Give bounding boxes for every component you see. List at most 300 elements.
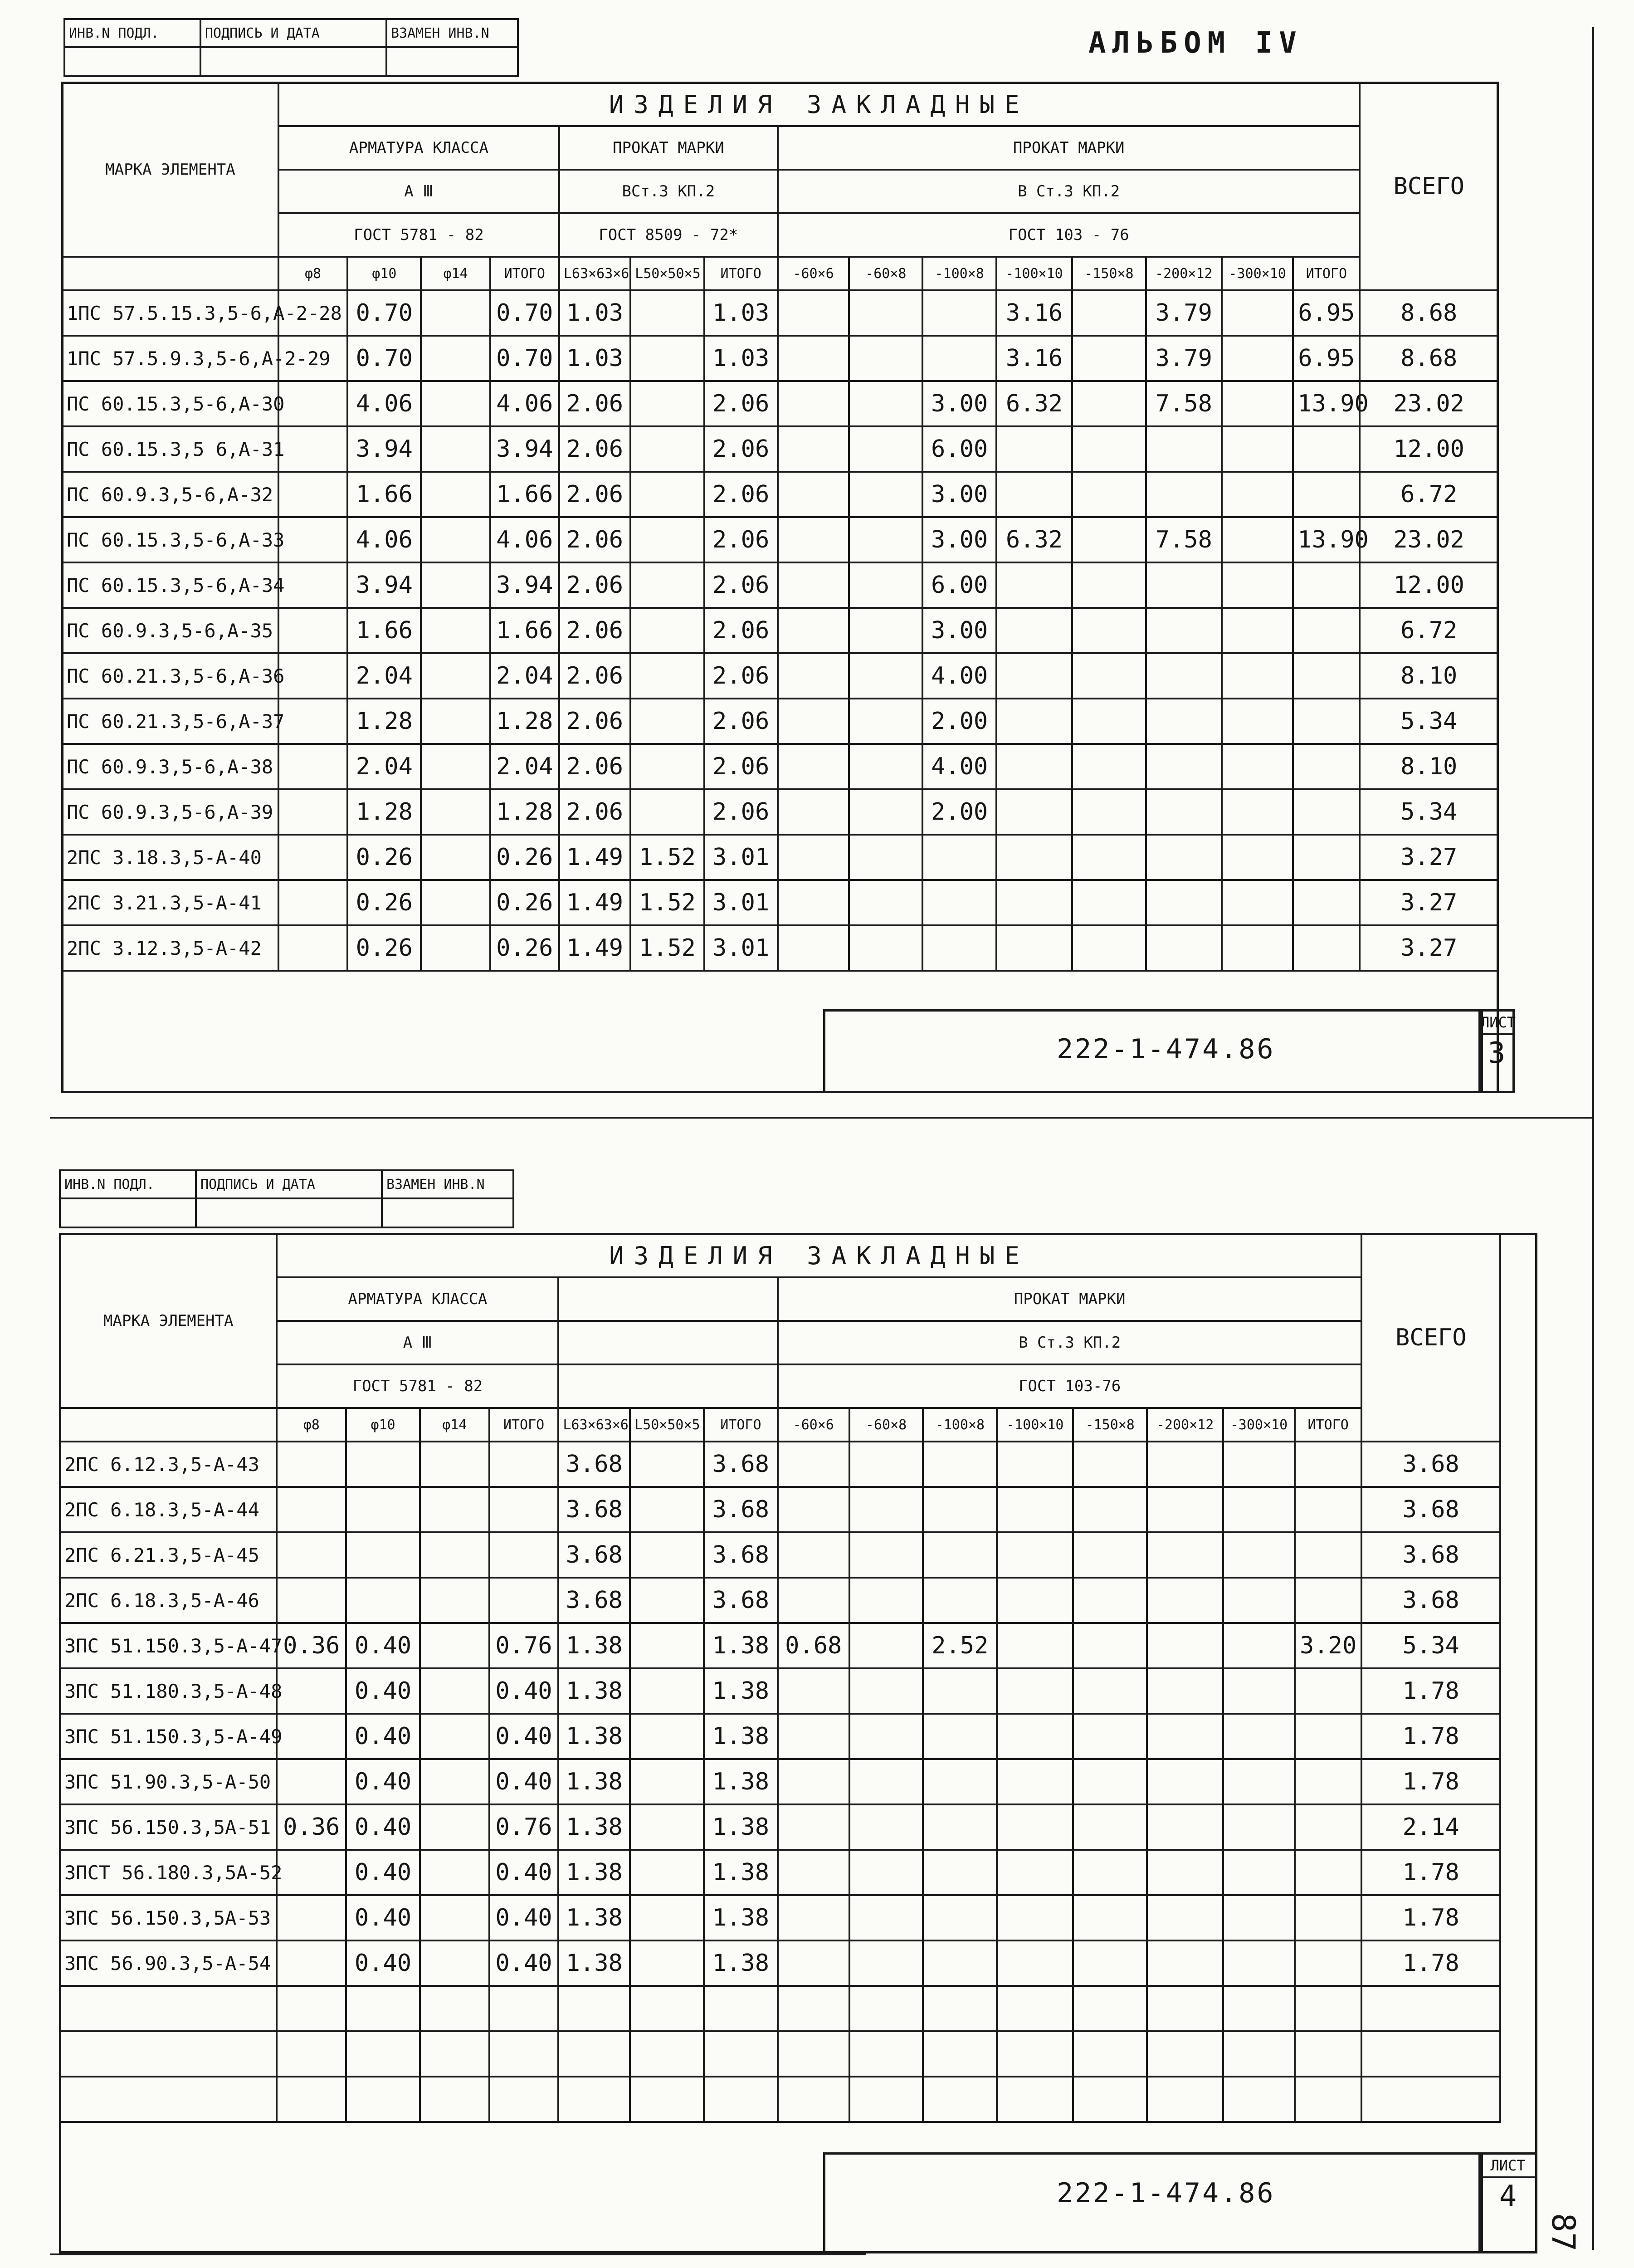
row-value: [420, 2031, 489, 2077]
table-row: [60, 1714, 1500, 1759]
row-value: [1293, 653, 1360, 699]
row-value: [1222, 290, 1293, 336]
row-value: [630, 2031, 704, 2077]
doc-code-2: 222-1-474.86: [1057, 2177, 1275, 2209]
row-value: [778, 1714, 849, 1759]
row-value: [778, 381, 849, 426]
row-value: [849, 1442, 923, 1487]
row-total: 23.02: [1360, 381, 1498, 426]
row-value: [1223, 1986, 1295, 2031]
row-value: 1.66: [347, 608, 421, 653]
row-value: 0.40: [489, 1941, 559, 1986]
row-value: 2.06: [559, 426, 630, 472]
row-value: [1295, 1895, 1362, 1941]
row-value: [1223, 2077, 1295, 2122]
row-value: 2.06: [704, 608, 778, 653]
table-row: [62, 608, 1498, 653]
row-value: [922, 925, 996, 971]
row-value: [630, 1986, 704, 2031]
table-row: [62, 381, 1498, 426]
row-value: 2.00: [922, 789, 996, 835]
row-total: 1.78: [1361, 1668, 1500, 1714]
row-total: 3.68: [1361, 1442, 1500, 1487]
row-value: [849, 1895, 923, 1941]
row-value: [923, 1487, 997, 1532]
row-value: [421, 880, 490, 925]
row-mark: ПС 60.15.3,5-6,А-30: [62, 381, 278, 426]
row-value: 3.79: [1146, 336, 1222, 381]
col-label: φ14: [421, 257, 490, 290]
row-total: 5.34: [1360, 699, 1498, 744]
row-value: [1293, 835, 1360, 880]
row-value: 3.94: [490, 562, 559, 608]
row-value: [1295, 1487, 1362, 1532]
row-value: [558, 1986, 630, 2031]
row-value: 2.06: [704, 653, 778, 699]
row-value: 1.03: [704, 290, 778, 336]
row-value: 2.06: [559, 517, 630, 562]
row-value: [278, 880, 347, 925]
col-label: L63×63×6: [559, 257, 630, 290]
row-value: [1293, 426, 1360, 472]
row-value: [420, 1850, 489, 1895]
row-mark: ПС 60.15.3,5-6,А-34: [62, 562, 278, 608]
row-value: [923, 1442, 997, 1487]
row-value: [278, 699, 347, 744]
row-value: 1.38: [558, 1941, 630, 1986]
row-value: 1.28: [347, 789, 421, 835]
row-value: 0.40: [346, 1804, 420, 1850]
row-value: [1222, 744, 1293, 789]
row-value: [997, 2031, 1073, 2077]
row-value: [1295, 1532, 1362, 1578]
row-value: [277, 1714, 346, 1759]
row-value: [778, 744, 849, 789]
row-value: 2.06: [559, 789, 630, 835]
row-value: [923, 1850, 997, 1895]
row-value: 1.52: [630, 880, 704, 925]
row-total: 23.02: [1360, 517, 1498, 562]
col-label: φ10: [346, 1408, 420, 1442]
table-row: [62, 517, 1498, 562]
row-value: [1072, 744, 1146, 789]
row-mark: ПС 60.9.3,5-6,А-39: [62, 789, 278, 835]
row-value: [996, 925, 1072, 971]
row-value: [489, 1532, 559, 1578]
row-value: [996, 835, 1072, 880]
row-value: [277, 1759, 346, 1804]
row-value: 6.95: [1293, 290, 1360, 336]
row-value: [421, 653, 490, 699]
row-value: 13.90: [1293, 517, 1360, 562]
row-value: 1.66: [347, 472, 421, 517]
row-value: [277, 1895, 346, 1941]
row-value: 1.38: [704, 1623, 778, 1668]
row-value: [1147, 1895, 1223, 1941]
row-value: 1.38: [704, 1850, 778, 1895]
row-value: 2.06: [559, 472, 630, 517]
row-value: 1.38: [704, 1804, 778, 1850]
row-value: [630, 426, 704, 472]
row-value: 7.58: [1146, 517, 1222, 562]
row-value: [1146, 880, 1222, 925]
sheet-number: 4: [1499, 2180, 1517, 2213]
row-value: 2.00: [922, 699, 996, 744]
row-value: 0.36: [277, 1623, 346, 1668]
row-value: [849, 1578, 923, 1623]
col-label: -300×10: [1223, 1408, 1295, 1442]
row-value: [1222, 699, 1293, 744]
row-value: [778, 1487, 849, 1532]
table-row: [60, 1532, 1500, 1578]
row-value: [278, 608, 347, 653]
row-value: [778, 1532, 849, 1578]
row-value: [1073, 1714, 1147, 1759]
group1-grade: A Ⅲ: [278, 170, 559, 213]
row-value: [1223, 1578, 1295, 1623]
row-value: [923, 1714, 997, 1759]
table-row: [62, 835, 1498, 880]
row-value: [849, 517, 922, 562]
row-value: 1.52: [630, 925, 704, 971]
row-value: [849, 1623, 923, 1668]
row-value: [778, 1804, 849, 1850]
row-value: [421, 789, 490, 835]
row-value: [1222, 880, 1293, 925]
row-value: [1293, 925, 1360, 971]
row-value: [1223, 1442, 1295, 1487]
row-value: [278, 925, 347, 971]
row-total: [1361, 1986, 1500, 2031]
row-value: 2.06: [704, 426, 778, 472]
row-value: 0.26: [490, 880, 559, 925]
row-value: 0.70: [347, 336, 421, 381]
col-label: L63×63×6: [558, 1408, 630, 1442]
table-row: [60, 1487, 1500, 1532]
row-value: [1146, 608, 1222, 653]
stamp-inv-label: ИНВ.N ПОДЛ.: [64, 19, 200, 47]
row-value: [1223, 1487, 1295, 1532]
row-value: [1073, 1487, 1147, 1532]
row-value: [849, 699, 922, 744]
row-value: 1.38: [558, 1668, 630, 1714]
row-value: 2.06: [704, 789, 778, 835]
row-value: [849, 880, 922, 925]
row-value: [489, 1578, 559, 1623]
row-value: 1.66: [490, 472, 559, 517]
col-label: -60×6: [778, 1408, 849, 1442]
row-value: [1222, 517, 1293, 562]
mark-header: МАРКА ЭЛЕМЕНТА: [60, 1234, 277, 1408]
table-row: [60, 1895, 1500, 1941]
col-label: φ8: [278, 257, 347, 290]
row-total: 6.72: [1360, 472, 1498, 517]
col-label: -100×10: [997, 1408, 1073, 1442]
row-value: [630, 1714, 704, 1759]
row-value: [421, 290, 490, 336]
row-value: 1.38: [704, 1668, 778, 1714]
row-value: [704, 2031, 778, 2077]
group2-grade: [558, 1321, 777, 1364]
col-label: -60×8: [849, 1408, 923, 1442]
row-value: [1147, 2031, 1223, 2077]
row-total: 8.10: [1360, 744, 1498, 789]
col-label: ИТОГО: [1295, 1408, 1362, 1442]
col-label: L50×50×5: [630, 257, 704, 290]
row-value: [1295, 2077, 1362, 2122]
row-value: [1223, 1623, 1295, 1668]
row-total: 12.00: [1360, 562, 1498, 608]
row-mark: 2ПС 3.12.3,5-А-42: [62, 925, 278, 971]
row-total: 5.34: [1361, 1623, 1500, 1668]
row-value: [778, 1442, 849, 1487]
row-value: 3.68: [558, 1578, 630, 1623]
row-value: [1146, 744, 1222, 789]
table-row: [62, 336, 1498, 381]
row-value: [277, 1487, 346, 1532]
row-value: [346, 2077, 420, 2122]
sheet-number-block-2: [1478, 2152, 1537, 2253]
row-value: [997, 2077, 1073, 2122]
row-value: [849, 290, 922, 336]
row-value: [420, 1714, 489, 1759]
row-value: [778, 2077, 849, 2122]
row-value: [630, 1623, 704, 1668]
row-value: [1146, 835, 1222, 880]
row-value: [1147, 1442, 1223, 1487]
row-value: [630, 1668, 704, 1714]
row-value: [996, 472, 1072, 517]
row-mark: ПС 60.9.3,5-6,А-38: [62, 744, 278, 789]
row-value: [421, 699, 490, 744]
row-value: [1223, 1804, 1295, 1850]
sheet-number: 3: [1488, 1036, 1506, 1070]
sheet-separator: [50, 1117, 1592, 1119]
row-value: 0.26: [347, 880, 421, 925]
row-value: [1295, 1941, 1362, 1986]
stamp-block-2: [59, 1169, 514, 1228]
row-value: [1072, 562, 1146, 608]
row-value: [1295, 1668, 1362, 1714]
row-value: [278, 426, 347, 472]
row-value: [849, 2077, 923, 2122]
row-value: [1073, 1578, 1147, 1623]
row-value: 0.26: [347, 835, 421, 880]
row-value: [1293, 789, 1360, 835]
row-value: [1223, 2031, 1295, 2077]
row-value: [849, 381, 922, 426]
row-total: 3.27: [1360, 925, 1498, 971]
row-value: 3.68: [704, 1532, 778, 1578]
row-value: 2.06: [704, 744, 778, 789]
row-value: [1223, 1850, 1295, 1895]
total-header: ВСЕГО: [1361, 1234, 1500, 1442]
row-value: [277, 1578, 346, 1623]
table-row: [60, 1986, 1500, 2031]
row-value: [997, 1714, 1073, 1759]
table-row: [60, 2077, 1500, 2122]
row-value: [278, 835, 347, 880]
row-value: [1222, 562, 1293, 608]
row-value: 2.06: [559, 744, 630, 789]
col-label: ИТОГО: [704, 257, 778, 290]
row-value: 2.06: [559, 653, 630, 699]
row-value: [277, 1941, 346, 1986]
row-value: 2.06: [559, 699, 630, 744]
row-mark: 2ПС 6.12.3,5-А-43: [60, 1442, 277, 1487]
row-value: [420, 1487, 489, 1532]
row-value: 1.28: [490, 789, 559, 835]
row-value: [1072, 835, 1146, 880]
row-value: [1222, 925, 1293, 971]
row-value: [849, 562, 922, 608]
col-label: ИТОГО: [490, 257, 559, 290]
stamp-sign-label: ПОДПИСЬ И ДАТА: [196, 1170, 382, 1198]
row-value: 4.06: [490, 517, 559, 562]
col-label: φ14: [420, 1408, 489, 1442]
row-value: 1.49: [559, 835, 630, 880]
row-value: [630, 290, 704, 336]
stamp-block-1: [63, 18, 519, 77]
row-value: [923, 1986, 997, 2031]
row-value: [630, 517, 704, 562]
row-value: [996, 880, 1072, 925]
row-value: 7.58: [1146, 381, 1222, 426]
row-value: 3.68: [558, 1487, 630, 1532]
row-value: [421, 608, 490, 653]
row-value: [704, 1986, 778, 2031]
row-value: [558, 2077, 630, 2122]
table-row: [60, 1850, 1500, 1895]
row-value: [849, 1804, 923, 1850]
row-value: 0.40: [346, 1668, 420, 1714]
col-label: -300×10: [1222, 257, 1293, 290]
table-row: [62, 653, 1498, 699]
row-total: 1.78: [1361, 1714, 1500, 1759]
row-value: [1222, 336, 1293, 381]
row-value: [778, 1850, 849, 1895]
row-value: [278, 472, 347, 517]
row-value: [1147, 1986, 1223, 2031]
col-label: -150×8: [1073, 1408, 1147, 1442]
row-value: [421, 925, 490, 971]
row-value: [1223, 1668, 1295, 1714]
row-value: [996, 562, 1072, 608]
row-value: 1.38: [558, 1759, 630, 1804]
col-label: -100×8: [922, 257, 996, 290]
row-mark: ПС 60.21.3,5-6,А-37: [62, 699, 278, 744]
row-value: 3.00: [922, 517, 996, 562]
sheet-label: ЛИСТ: [1481, 2155, 1535, 2178]
row-value: [420, 1986, 489, 2031]
group3-grade: В Ст.3 КП.2: [778, 170, 1360, 213]
row-value: [778, 1986, 849, 2031]
row-value: [704, 2077, 778, 2122]
row-value: [923, 1532, 997, 1578]
col-label: φ8: [277, 1408, 346, 1442]
row-value: [630, 472, 704, 517]
row-total: 6.72: [1360, 608, 1498, 653]
row-value: [421, 517, 490, 562]
group3-grade: В Ст.3 КП.2: [778, 1321, 1362, 1364]
row-value: [1072, 472, 1146, 517]
row-value: [778, 699, 849, 744]
row-value: [923, 2077, 997, 2122]
row-value: 4.06: [490, 381, 559, 426]
row-value: [1073, 1532, 1147, 1578]
row-value: 1.38: [558, 1804, 630, 1850]
row-value: [778, 789, 849, 835]
sheet-label: ЛИСТ: [1481, 1012, 1512, 1035]
row-value: 3.00: [922, 472, 996, 517]
row-value: [849, 1850, 923, 1895]
row-value: [1072, 789, 1146, 835]
row-value: 3.16: [996, 336, 1072, 381]
col-label: φ10: [347, 257, 421, 290]
row-value: [1295, 1442, 1362, 1487]
row-value: [923, 1804, 997, 1850]
row-value: [346, 1442, 420, 1487]
row-value: [1295, 1759, 1362, 1804]
row-value: [420, 1804, 489, 1850]
row-value: [420, 1623, 489, 1668]
row-value: 1.38: [704, 1714, 778, 1759]
row-value: [923, 1941, 997, 1986]
row-value: 0.40: [346, 1714, 420, 1759]
row-value: [1222, 472, 1293, 517]
col-label: -100×10: [996, 257, 1072, 290]
row-value: [277, 1986, 346, 2031]
row-value: [420, 2077, 489, 2122]
table-row: [62, 699, 1498, 744]
row-value: [1147, 1532, 1223, 1578]
row-value: [849, 426, 922, 472]
row-value: 3.68: [558, 1442, 630, 1487]
group1-gost: ГОСТ 5781 - 82: [277, 1364, 558, 1408]
row-value: [1223, 1532, 1295, 1578]
row-value: [1146, 789, 1222, 835]
row-mark: 3ПС 51.90.3,5-А-50: [60, 1759, 277, 1804]
row-value: [1295, 1578, 1362, 1623]
album-title: АЛЬБОМ IV: [1088, 26, 1303, 60]
row-value: [922, 880, 996, 925]
row-value: [1147, 1850, 1223, 1895]
row-value: [849, 1532, 923, 1578]
row-value: 6.32: [996, 381, 1072, 426]
row-value: 2.06: [704, 381, 778, 426]
row-value: [630, 1804, 704, 1850]
row-value: [420, 1941, 489, 1986]
col-label: L50×50×5: [630, 1408, 704, 1442]
row-value: [1293, 608, 1360, 653]
row-value: [278, 562, 347, 608]
row-total: 8.10: [1360, 653, 1498, 699]
row-value: 2.52: [923, 1623, 997, 1668]
row-value: 1.38: [558, 1714, 630, 1759]
row-value: 0.40: [489, 1895, 559, 1941]
row-value: 6.95: [1293, 336, 1360, 381]
table-row: [60, 1941, 1500, 1986]
row-value: [1222, 835, 1293, 880]
row-value: 0.40: [489, 1759, 559, 1804]
row-value: 0.40: [346, 1895, 420, 1941]
row-value: [778, 880, 849, 925]
row-value: [1222, 789, 1293, 835]
row-value: [996, 426, 1072, 472]
row-value: [923, 1895, 997, 1941]
row-value: [1222, 381, 1293, 426]
table-row: [62, 744, 1498, 789]
